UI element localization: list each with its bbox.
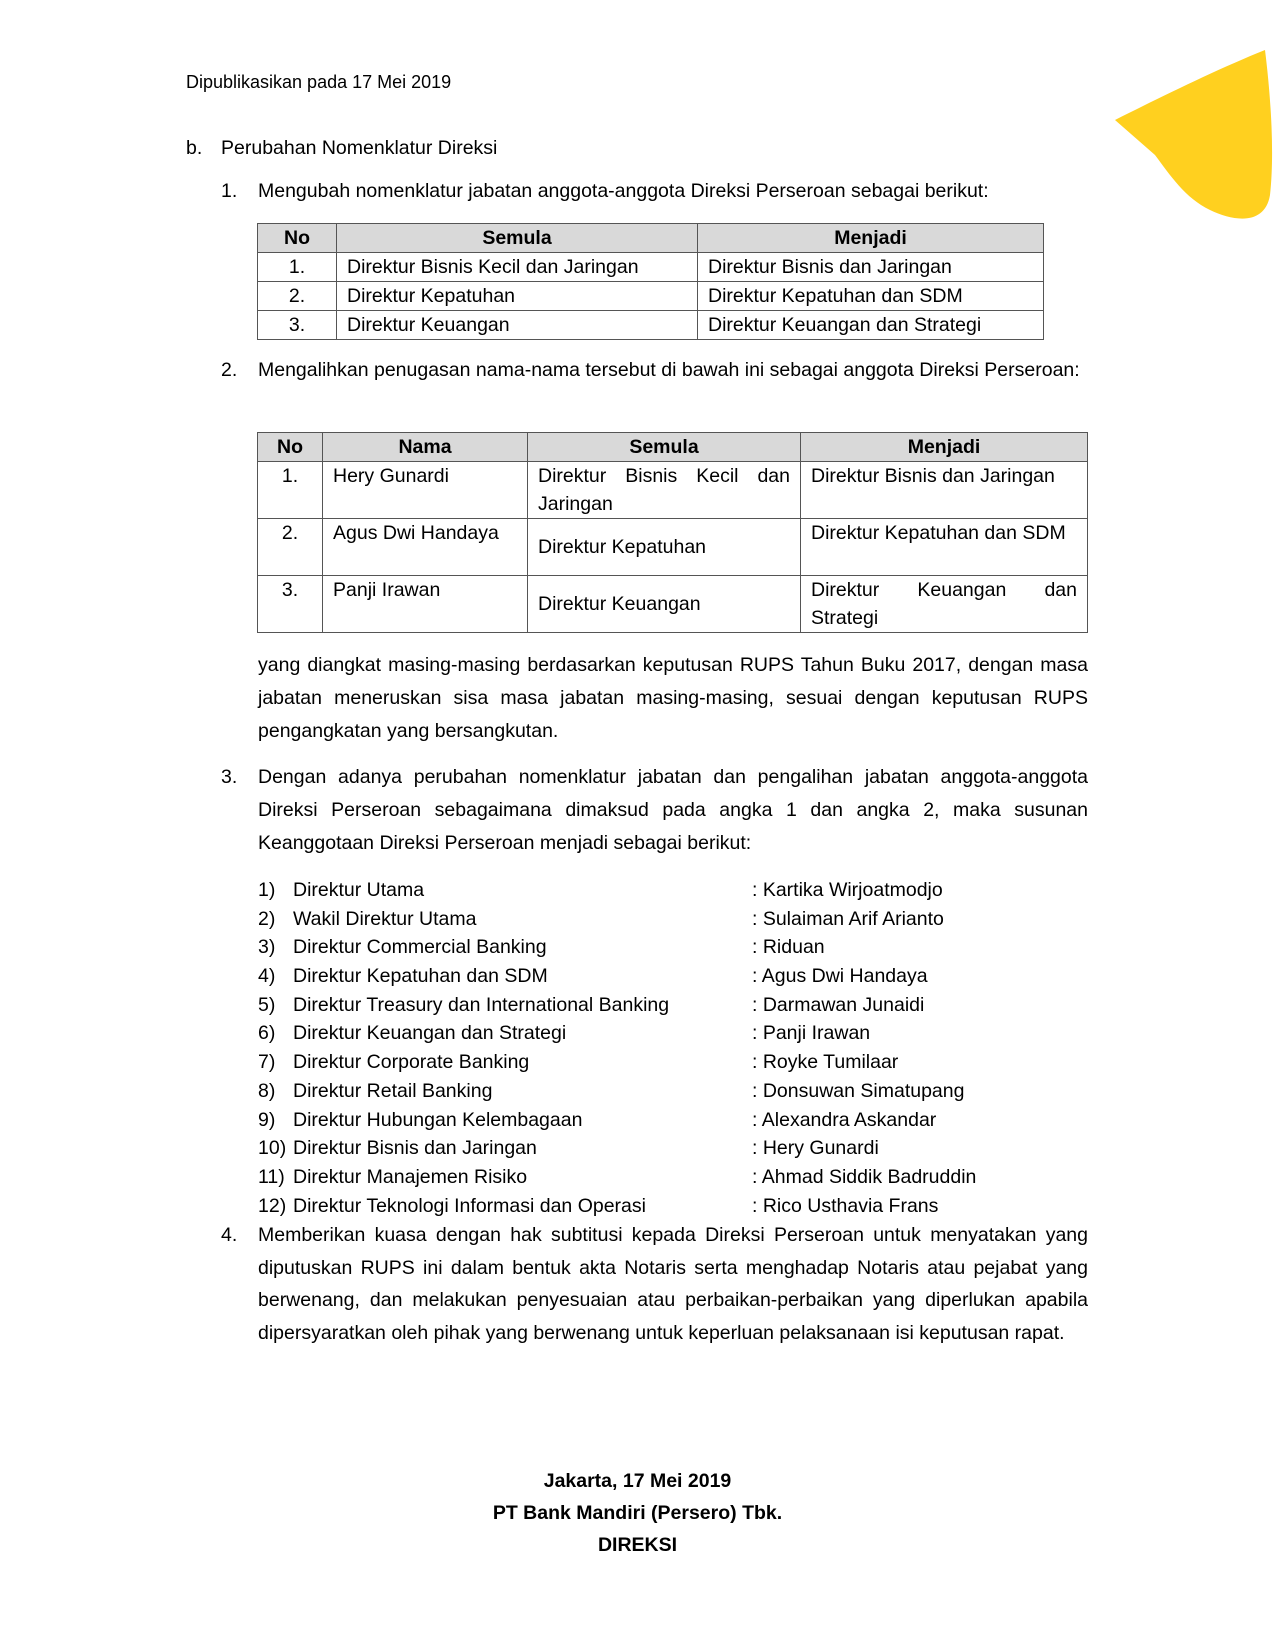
- director-name: : Agus Dwi Handaya: [752, 965, 928, 988]
- list-item: [258, 1048, 1038, 1077]
- item-3-number: 3.: [221, 766, 238, 788]
- list-item-number: 8): [258, 1079, 276, 1102]
- director-title: Direktur Keuangan dan Strategi: [293, 1022, 567, 1045]
- signature-company: PT Bank Mandiri (Persero) Tbk.: [492, 1502, 783, 1524]
- list-item-number: 1): [258, 879, 276, 901]
- director-name: : Riduan: [752, 936, 825, 959]
- director-title: Direktur Kepatuhan dan SDM: [293, 965, 548, 988]
- list-item-number: 7): [258, 1051, 276, 1074]
- signature-body: DIREKSI: [597, 1534, 678, 1556]
- item-2-text: Mengalihkan penugasan nama-nama tersebut di bawah ini sebagai anggota Direksi Perseroan:: [258, 359, 1080, 381]
- director-name: : Sulaiman Arif Arianto: [752, 907, 944, 930]
- cell-menjadi: Direktur Keuangan dan Strategi: [801, 576, 1088, 633]
- list-item: [258, 1106, 1038, 1135]
- list-item: [258, 1163, 1038, 1192]
- director-name: : Kartika Wirjoatmodjo: [752, 879, 943, 901]
- logo-wave-shape: [1115, 50, 1275, 220]
- cell-menjadi: Direktur Bisnis dan Jaringan: [801, 462, 1088, 519]
- list-item: [258, 1134, 1038, 1163]
- list-item: [258, 1192, 1038, 1221]
- table-row: [258, 462, 1088, 519]
- cell-semula: Direktur Keuangan: [337, 311, 698, 340]
- table-row: [258, 282, 1044, 311]
- cell-menjadi: Direktur Kepatuhan dan SDM: [698, 282, 1044, 311]
- list-item-number: 4): [258, 965, 276, 988]
- list-item: [258, 933, 1038, 962]
- cell-nama: Hery Gunardi: [323, 462, 528, 519]
- table-row: [258, 253, 1044, 282]
- list-item: [258, 1077, 1038, 1106]
- list-item-number: 2): [258, 907, 276, 930]
- cell-no: 3.: [258, 311, 337, 340]
- cell-semula: Direktur Kepatuhan: [337, 282, 698, 311]
- signature-place-date: Jakarta, 17 Mei 2019: [543, 1470, 732, 1492]
- list-item-number: 11): [258, 1165, 285, 1188]
- nomenclature-table: [257, 223, 1044, 340]
- col-header-no: No: [258, 433, 323, 462]
- item-2-after-text: yang diangkat masing-masing berdasarkan keputusan RUPS Tahun Buku 2017, dengan masa jabatan meneruskan sisa masa jabatan masing-masing, sesuai dengan keputusan RUPS pengangkatan yang bersangkutan.: [258, 654, 1088, 742]
- director-name: : Panji Irawan: [752, 1022, 871, 1045]
- director-title: Direktur Hubungan Kelembagaan: [293, 1108, 583, 1131]
- list-item: [258, 962, 1038, 991]
- cell-no: 3.: [258, 576, 323, 633]
- table-row: [258, 519, 1088, 576]
- list-item: [258, 1019, 1038, 1048]
- list-item-number: 3): [258, 936, 276, 959]
- item-1-text: Mengubah nomenklatur jabatan anggota-anggota Direksi Perseroan sebagai berikut:: [258, 180, 989, 202]
- director-name: : Rico Usthavia Frans: [752, 1194, 939, 1217]
- director-title: Direktur Teknologi Informasi dan Operasi: [293, 1194, 646, 1217]
- col-header-nama: Nama: [323, 433, 528, 462]
- list-item: [258, 905, 1038, 934]
- cell-no: 1.: [258, 253, 337, 282]
- section-b-label: b.: [186, 137, 203, 159]
- cell-menjadi: Direktur Keuangan dan Strategi: [698, 311, 1044, 340]
- list-item-number: 12): [258, 1194, 287, 1217]
- table-row: [258, 576, 1088, 633]
- cell-semula: Direktur Bisnis Kecil dan Jaringan: [528, 462, 801, 519]
- col-header-semula: Semula: [528, 433, 801, 462]
- director-title: Direktur Treasury dan International Banking: [293, 993, 670, 1016]
- director-name: : Donsuwan Simatupang: [752, 1079, 965, 1102]
- list-item: [258, 876, 1038, 905]
- cell-semula: Direktur Keuangan: [528, 576, 801, 633]
- director-title: Direktur Manajemen Risiko: [293, 1165, 528, 1188]
- cell-nama: Agus Dwi Handaya: [323, 519, 528, 576]
- director-title: Direktur Corporate Banking: [293, 1051, 530, 1074]
- list-item-number: 9): [258, 1108, 276, 1131]
- cell-no: 1.: [258, 462, 323, 519]
- item-4-number: 4.: [221, 1224, 238, 1246]
- cell-semula: Direktur Kepatuhan: [528, 519, 801, 576]
- table-header-row: [258, 433, 1088, 462]
- director-list: [258, 876, 1038, 1220]
- director-title: Wakil Direktur Utama: [293, 907, 477, 930]
- reassignment-table: [257, 432, 1088, 633]
- director-title: Direktur Utama: [293, 879, 425, 901]
- cell-menjadi: Direktur Kepatuhan dan SDM: [801, 519, 1088, 576]
- item-4-text: Memberikan kuasa dengan hak subtitusi kepada Direksi Perseroan untuk menyatakan yang diputuskan RUPS ini dalam bentuk akta Notaris serta menghadap Notaris atau pejabat yang berwenang, dan melakukan penyesuaian atau perbaikan-perbaikan yang diperlukan apabila dipersyaratkan oleh pihak yang berwenang untuk keperluan pelaksanaan isi keputusan rapat.: [258, 1224, 1088, 1345]
- section-b-title: Perubahan Nomenklatur Direksi: [221, 137, 498, 159]
- table-header-row: [258, 224, 1044, 253]
- cell-menjadi: Direktur Bisnis dan Jaringan: [698, 253, 1044, 282]
- director-name: : Royke Tumilaar: [752, 1051, 899, 1074]
- item-1-number: 1.: [221, 180, 238, 202]
- col-header-menjadi: Menjadi: [801, 433, 1088, 462]
- cell-semula: Direktur Bisnis Kecil dan Jaringan: [337, 253, 698, 282]
- col-header-semula: Semula: [337, 224, 698, 253]
- director-name: : Darmawan Junaidi: [752, 993, 925, 1016]
- col-header-menjadi: Menjadi: [698, 224, 1044, 253]
- item-2-number: 2.: [221, 359, 238, 381]
- director-title: Direktur Retail Banking: [293, 1079, 493, 1102]
- cell-no: 2.: [258, 519, 323, 576]
- director-title: Direktur Bisnis dan Jaringan: [293, 1137, 537, 1160]
- director-name: : Alexandra Askandar: [752, 1108, 937, 1131]
- table-row: [258, 311, 1044, 340]
- director-name: : Ahmad Siddik Badruddin: [752, 1165, 977, 1188]
- published-date: Dipublikasikan pada 17 Mei 2019: [186, 72, 452, 92]
- list-item-number: 10): [258, 1137, 287, 1160]
- cell-no: 2.: [258, 282, 337, 311]
- col-header-no: No: [258, 224, 337, 253]
- item-3-text: Dengan adanya perubahan nomenklatur jabatan dan pengalihan jabatan anggota-anggota Direksi Perseroan sebagaimana dimaksud pada angka 1 dan angka 2, maka susunan Keanggotaan Direksi Perseroan menjadi sebagai berikut:: [258, 766, 1088, 854]
- list-item-number: 5): [258, 993, 276, 1016]
- cell-nama: Panji Irawan: [323, 576, 528, 633]
- list-item: [258, 991, 1038, 1020]
- list-item-number: 6): [258, 1022, 276, 1045]
- director-title: Direktur Commercial Banking: [293, 936, 547, 959]
- director-name: : Hery Gunardi: [752, 1137, 879, 1160]
